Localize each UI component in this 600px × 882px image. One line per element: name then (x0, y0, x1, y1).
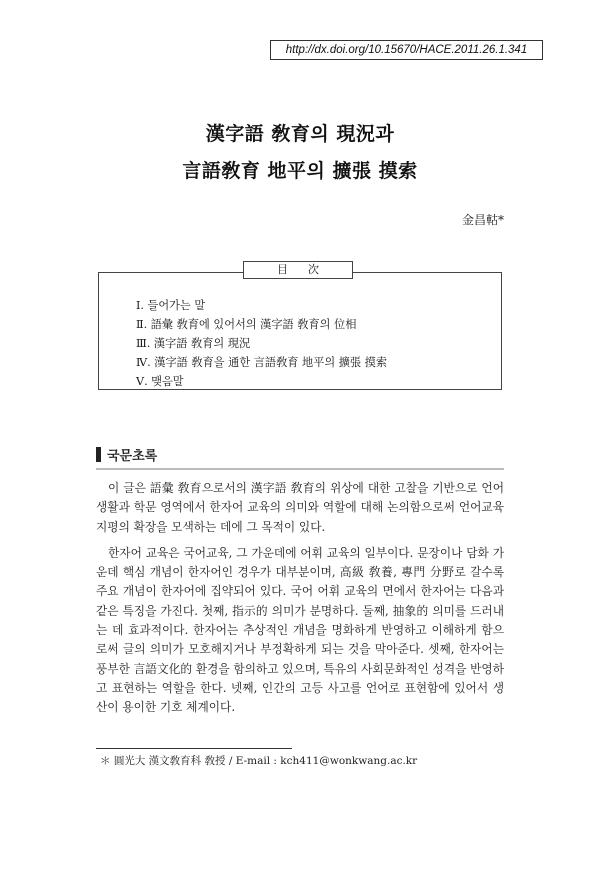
toc-item: Ⅴ. 맺음말 (136, 375, 184, 388)
abstract-paragraph: 이 글은 語彙 敎育으로서의 漢字語 敎育의 위상에 대한 고찰을 기반으로 언어생활과 학문 영역에서 한자어 교육의 의미와 역할에 대해 논의함으로써 언어교육 지평의 확장을 모색하는 데에 그 목적이 있다. (96, 481, 504, 534)
table-of-contents-label: 目次 (243, 261, 353, 279)
section-divider (96, 468, 504, 470)
doi-link[interactable]: http://dx.doi.org/10.15670/HACE.2011.26.1.341 (270, 40, 543, 60)
title-line-2: 言語敎育 地平의 擴張 摸索 (182, 160, 418, 182)
abstract-heading (96, 447, 157, 465)
table-of-contents-list (136, 296, 387, 391)
toc-item: Ⅳ. 漢字語 敎育을 通한 言語敎育 地平의 擴張 摸索 (136, 356, 388, 369)
author-name: 金昌軲* (461, 213, 504, 227)
title-line-1: 漢字語 敎育의 現況과 (205, 123, 395, 145)
toc-item: Ⅱ. 語彙 敎育에 있어서의 漢字語 敎育의 位相 (136, 318, 357, 331)
abstract-body (96, 479, 504, 718)
toc-item: Ⅰ. 들어가는 말 (136, 299, 206, 312)
abstract-heading-text: 국문초록 (107, 449, 158, 464)
section-marker (96, 447, 101, 462)
abstract-paragraph: 한자어 교육은 국어교육, 그 가운데에 어휘 교육의 일부이다. 문장이나 담화 가운데 핵심 개념이 한자어인 경우가 대부분이며, 高級 敎養, 專門 分野로 갈수록 주요 개념이 한자어에 집약되어 있다. 국어 어휘 교육의 면에서 한자어는 다음과 같은 특징을 가진다. 첫째, 指示的 의미가 분명하다. 둘째, 抽象的 의미를 드러내는 데 효과적이다. 한자어는 추상적인 개념을 명화하게 반영하고 이해하게 함으로써 글의 의미가 모호해지거나 부정확하게 되는 것을 막아준다. 셋째, 한자어는 풍부한 言語文化的 환경을 함의하고 있으며, 특유의 사회문화적인 성격을 반영하고 표현하는 역할을 한다. 넷째, 인간의 고등 사고를 언어로 표현함에 있어서 생산이 용이한 기호 체계이다. (96, 545, 504, 715)
footnote-divider (96, 748, 292, 749)
author-footnote: ＊ 圓光大 漢文敎育科 敎授 / E-mail : kch411@wonkwang.ac.kr (100, 755, 418, 767)
toc-item: Ⅲ. 漢字語 敎育의 現況 (136, 337, 251, 350)
